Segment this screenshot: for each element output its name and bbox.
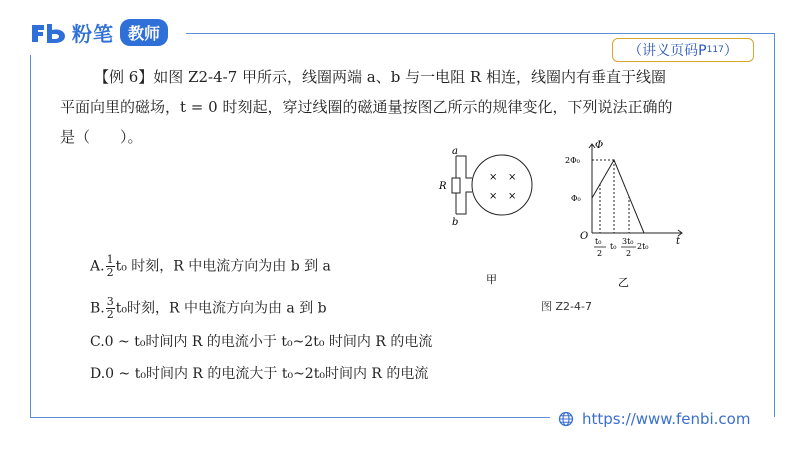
page-number: 117 (706, 45, 724, 55)
figure-caption: 图 Z2-4-7 (541, 300, 592, 313)
frame-left-border (30, 55, 31, 417)
axis-t-label: t (676, 236, 681, 247)
figure-jia-label: 甲 (486, 273, 497, 286)
option-a[interactable]: A. $\frac{1}{2}$ t₀ 时刻，R 中电流方向为由 b 到 a (90, 253, 331, 279)
footer-url-text: https://www.fenbi.com (582, 410, 751, 428)
x-tick-3half-den: 2 (626, 249, 632, 258)
option-d[interactable]: D.0 ~ t₀时间内 R 的电流大于 t₀~2t₀时间内 R 的电流 (90, 366, 429, 382)
x-tick-3half-num: 3t₀ (622, 237, 634, 246)
question-line-1: 【例 6】如图 Z2-4-7 甲所示，线圈两端 a、b 与一电阻 R 相连，线圈内有垂直于线圈 (94, 68, 666, 86)
figure-yi-label: 乙 (618, 276, 629, 289)
brand-tag: 教师 (120, 19, 168, 46)
globe-icon (558, 411, 574, 427)
brand-name: 粉笔 (72, 22, 114, 46)
field-cross-4: × (508, 191, 517, 202)
x-tick-t0: t₀ (610, 242, 617, 251)
x-tick-half-t0-den: 2 (597, 249, 603, 258)
axis-phi-label: Φ (595, 140, 604, 151)
origin-label: O (580, 231, 589, 242)
option-b[interactable]: B. $\frac{3}{2}$ t₀时刻，R 中电流方向为由 a 到 b (90, 295, 327, 321)
figure-yi-graph (589, 144, 682, 236)
fraction-three-halves: $\frac{3}{2}$ (106, 295, 114, 321)
x-tick-half-t0-num: t₀ (595, 237, 602, 246)
question-line-2: 平面向里的磁场，t = 0 时刻起，穿过线圈的磁通量按图乙所示的规律变化，下列说法正确的 (60, 98, 673, 116)
question-line-3: 是（ ）。 (60, 128, 143, 146)
figure-jia-circuit (452, 155, 532, 215)
page-reference: （讲义页码P 117 ） (612, 38, 754, 62)
terminal-b-label: b (452, 217, 459, 228)
footer-url[interactable] (558, 410, 750, 428)
y-tick-2phi0: 2Φ₀ (565, 156, 580, 165)
resistor-label: R (439, 181, 447, 192)
frame-top-border (186, 33, 775, 34)
fraction-one-half: $\frac{1}{2}$ (106, 253, 114, 279)
terminal-a-label: a (452, 146, 458, 157)
brand-logo (30, 18, 168, 47)
figure-z2-4-7 (432, 138, 702, 318)
option-c[interactable]: C.0 ~ t₀时间内 R 的电流小于 t₀~2t₀ 时间内 R 的电流 (90, 334, 433, 350)
fenbi-logo-icon (30, 21, 68, 45)
x-tick-2t0: 2t₀ (637, 242, 649, 251)
field-cross-3: × (489, 191, 498, 202)
field-cross-1: × (489, 172, 498, 183)
frame-bottom-border (30, 417, 550, 418)
field-cross-2: × (508, 172, 517, 183)
y-tick-phi0: Φ₀ (571, 194, 581, 203)
